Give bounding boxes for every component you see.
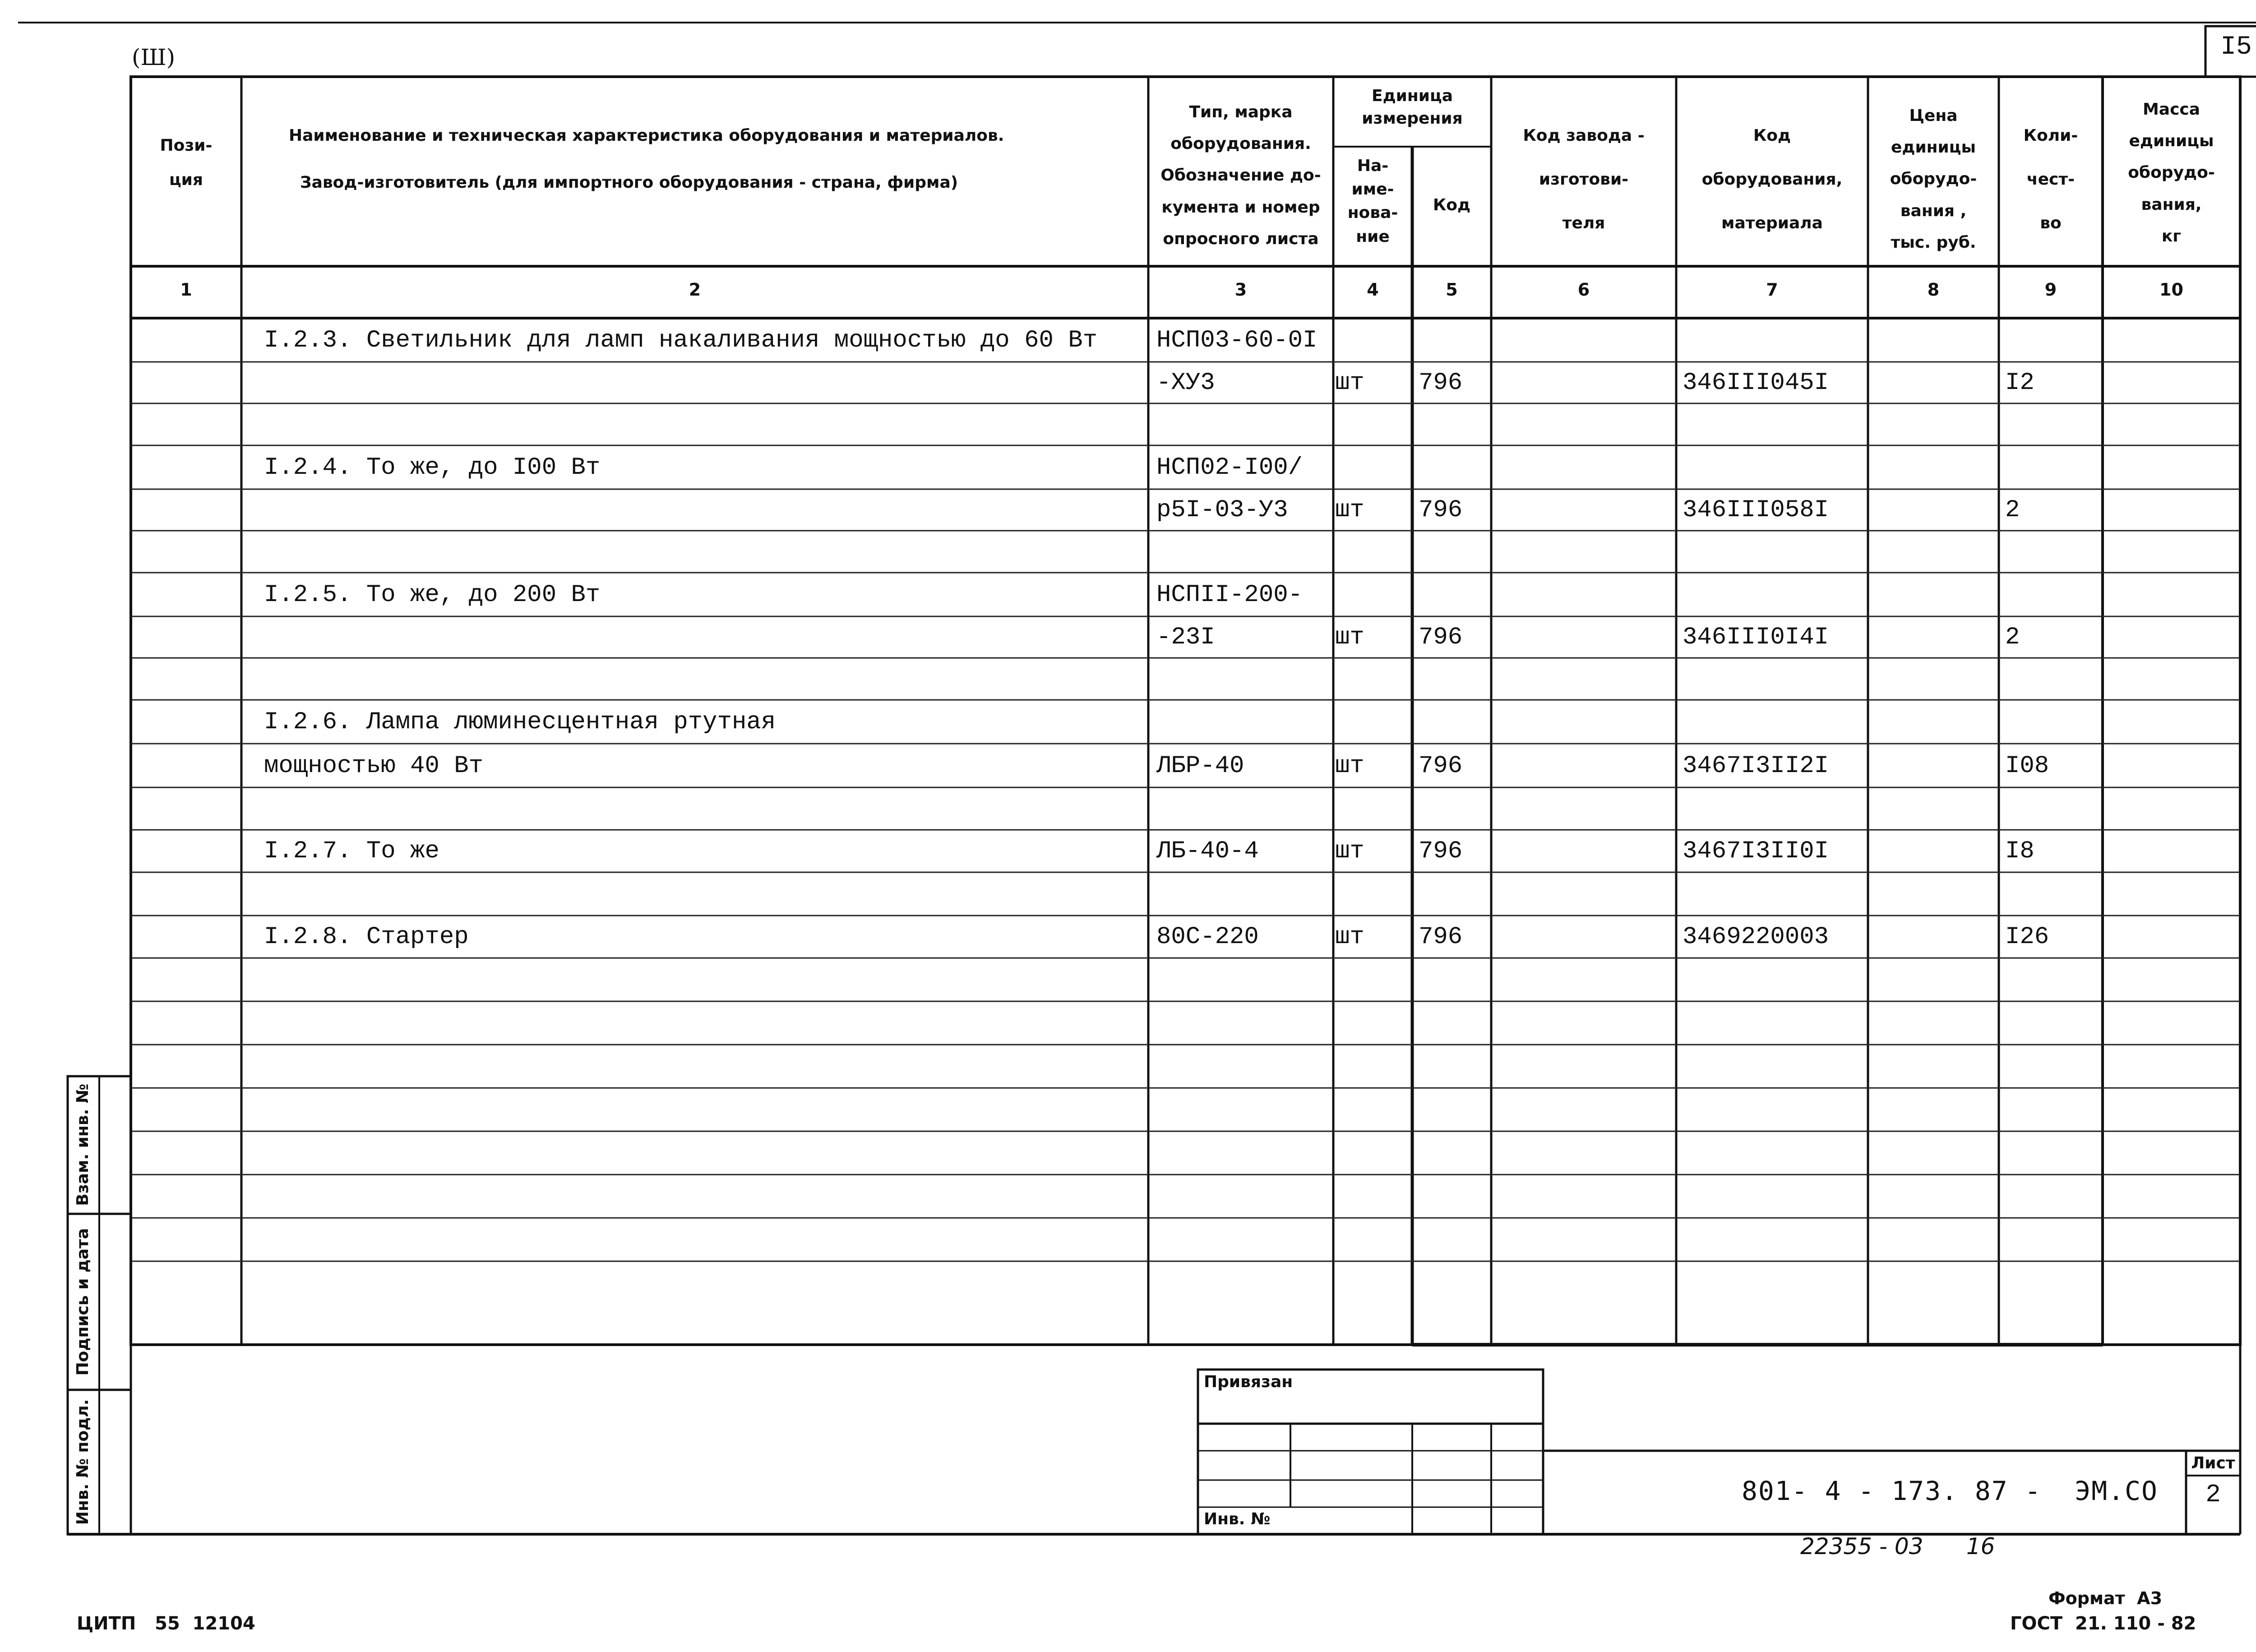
- cell-c2: [264, 876, 1148, 915]
- cell-c7: 3467I3II0I: [1683, 838, 1829, 865]
- cell-c5: [1419, 1178, 1491, 1217]
- cell-c5: [1419, 662, 1491, 699]
- cell-c5: [1419, 1222, 1491, 1260]
- cell-c2: [264, 407, 1148, 444]
- cell-c4: [1335, 1135, 1412, 1174]
- cell-c9: [2005, 662, 2103, 699]
- cell-c5: [1419, 407, 1491, 444]
- header-name-line1: Наименование и техническая характеристика оборудования и материалов.: [289, 126, 1004, 145]
- cell-c5: 796: [1419, 624, 1463, 651]
- cell-c9: [2005, 322, 2103, 361]
- cell-c2: мощностью 40 Вт: [264, 752, 484, 780]
- cell-c3: [1156, 407, 1333, 444]
- cell-c3: НСПII-200-: [1156, 581, 1303, 609]
- cell-c9: [2005, 407, 2103, 444]
- cell-c7: 346III045I: [1683, 369, 1829, 397]
- column-number: 9: [2044, 280, 2057, 300]
- cell-c2: [264, 1222, 1148, 1260]
- cell-c7: [1683, 449, 1868, 488]
- cell-c4: [1335, 407, 1412, 444]
- cell-c3: [1156, 1048, 1333, 1087]
- cell-c2: [264, 366, 1148, 403]
- cell-c3: -23I: [1156, 624, 1215, 651]
- cell-c7: 346III0I4I: [1683, 624, 1829, 651]
- cell-c3: [1156, 703, 1333, 743]
- cell-c2: [264, 791, 1148, 829]
- header-plant-code: Код завода - изготови- теля: [1523, 126, 1645, 233]
- cell-c7: [1683, 1265, 1868, 1304]
- cell-c2: [264, 1005, 1148, 1044]
- cell-c4: [1335, 1178, 1412, 1217]
- cell-c3: [1156, 876, 1333, 915]
- cell-c3: [1156, 1005, 1333, 1044]
- cell-c2: [264, 1265, 1148, 1304]
- cell-c9: [2005, 449, 2103, 488]
- cell-c7: [1683, 534, 1868, 572]
- cell-c3: [1156, 534, 1333, 572]
- cell-c9: [2005, 962, 2103, 1000]
- cell-c2: I.2.4. То же, до I00 Вт: [264, 454, 601, 481]
- cell-c4: [1335, 662, 1412, 699]
- cell-c7: [1683, 1135, 1868, 1174]
- column-number: 8: [1927, 280, 1940, 300]
- cell-c4: [1335, 703, 1412, 743]
- stamp-inv-no: Инв. №: [1204, 1510, 1271, 1528]
- cell-c5: [1419, 962, 1491, 1000]
- cell-c9: I26: [2005, 923, 2049, 951]
- cell-c2: [264, 620, 1148, 657]
- header-quantity: Коли- чест- во: [2023, 126, 2078, 233]
- cell-c4: [1335, 1005, 1412, 1044]
- cell-c9: [2005, 1265, 2103, 1304]
- cell-c4: [1335, 322, 1412, 361]
- cell-c2: [264, 1178, 1148, 1217]
- header-type: Тип, марка оборудования. Обозначение до- кумента и номер опросного листа: [1160, 103, 1321, 248]
- cell-c5: [1419, 449, 1491, 488]
- cell-c3: ЛБ-40-4: [1156, 838, 1259, 865]
- cell-c2: [264, 1092, 1148, 1130]
- cell-c7: [1683, 876, 1868, 915]
- cell-c7: [1683, 322, 1868, 361]
- cell-c9: [2005, 1222, 2103, 1260]
- cell-c4: [1335, 449, 1412, 488]
- cell-c9: [2005, 1005, 2103, 1044]
- cell-c4: [1335, 791, 1412, 829]
- cell-c5: [1419, 791, 1491, 829]
- cell-c9: [2005, 876, 2103, 915]
- cell-c2: I.2.3. Светильник для ламп накаливания мощностью до 60 Вт: [264, 327, 1098, 354]
- cell-c5: [1419, 1048, 1491, 1087]
- cell-c4: шт: [1335, 624, 1364, 651]
- cell-c2: [264, 1135, 1148, 1174]
- cell-c4: шт: [1335, 369, 1364, 397]
- cell-c7: [1683, 1092, 1868, 1130]
- cell-c3: [1156, 791, 1333, 829]
- cell-c5: 796: [1419, 369, 1463, 397]
- cell-c7: [1683, 407, 1868, 444]
- cell-c7: [1683, 662, 1868, 699]
- cell-c2: I.2.7. То же: [264, 838, 439, 865]
- cell-c5: 796: [1419, 838, 1463, 865]
- cell-c9: [2005, 1092, 2103, 1130]
- cell-c3: [1156, 1135, 1333, 1174]
- cell-c7: [1683, 1178, 1868, 1217]
- document-code: 801- 4 - 173. 87 - ЭМ.СО: [1742, 1476, 2158, 1506]
- cell-c4: шт: [1335, 496, 1364, 524]
- header-position: Пози- ция: [160, 136, 213, 189]
- cell-c7: 3469220003: [1683, 923, 1829, 951]
- cell-c2: [264, 962, 1148, 1000]
- cell-c9: [2005, 1178, 2103, 1217]
- cell-c7: [1683, 962, 1868, 1000]
- cell-c9: I2: [2005, 369, 2034, 397]
- header-price: Цена единицы оборудо- вания , тыс. руб.: [1890, 106, 1977, 252]
- stamp-privyazan: Привязан: [1204, 1373, 1293, 1391]
- column-number: 3: [1234, 280, 1247, 300]
- column-number: 7: [1766, 280, 1778, 300]
- cell-c5: [1419, 1265, 1491, 1304]
- handwritten-number: 22355 - 03 16: [1800, 1533, 1995, 1559]
- column-number: 10: [2159, 280, 2183, 300]
- cell-c4: шт: [1335, 752, 1364, 780]
- cell-c5: 796: [1419, 923, 1463, 951]
- sheet-label: Лист: [2191, 1454, 2235, 1472]
- cell-c7: [1683, 1005, 1868, 1044]
- cell-c4: [1335, 962, 1412, 1000]
- header-name-line2: Завод-изготовитель (для импортного оборудования - страна, фирма): [300, 173, 958, 192]
- cell-c7: 346III058I: [1683, 496, 1829, 524]
- cell-c9: I8: [2005, 838, 2034, 865]
- cell-c3: -ХУ3: [1156, 369, 1215, 397]
- side-label-podpis: Подпись и дата: [74, 1228, 92, 1376]
- cell-c7: [1683, 703, 1868, 743]
- side-label-vzam: Взам. инв. №: [74, 1083, 92, 1206]
- column-number: 5: [1446, 280, 1458, 300]
- cell-c2: I.2.5. То же, до 200 Вт: [264, 581, 601, 609]
- cell-c2: I.2.6. Лампа люминесцентная ртутная: [264, 708, 776, 736]
- cell-c3: р5I-03-У3: [1156, 496, 1288, 524]
- cell-c4: [1335, 576, 1412, 615]
- cell-c5: [1419, 1005, 1491, 1044]
- cell-c7: [1683, 1222, 1868, 1260]
- cell-c5: 796: [1419, 496, 1463, 524]
- cell-c3: ЛБР-40: [1156, 752, 1244, 780]
- cell-c3: [1156, 962, 1333, 1000]
- cell-c5: [1419, 1092, 1491, 1130]
- cell-c9: [2005, 576, 2103, 615]
- cell-c3: [1156, 1092, 1333, 1130]
- cell-c9: [2005, 1135, 2103, 1174]
- cell-c4: [1335, 1265, 1412, 1304]
- cell-c4: [1335, 534, 1412, 572]
- cell-c5: [1419, 703, 1491, 743]
- cell-c3: НСП03-60-0I: [1156, 327, 1318, 354]
- cell-c9: I08: [2005, 752, 2049, 780]
- header-mass: Масса единицы оборудо- вания, кг: [2128, 100, 2215, 245]
- cell-c9: [2005, 791, 2103, 829]
- cell-c2: I.2.8. Стартер: [264, 923, 469, 951]
- footer-gost: ГОСТ 21. 110 - 82: [2010, 1613, 2196, 1634]
- header-unit-group: Единица измерения: [1362, 87, 1463, 128]
- sheet-number: 2: [2205, 1480, 2221, 1509]
- header-equipment-code: Код оборудования, материала: [1701, 126, 1843, 233]
- cell-c9: 2: [2005, 496, 2020, 524]
- page-number: I5: [2220, 32, 2252, 62]
- cell-c4: шт: [1335, 838, 1364, 865]
- cell-c7: [1683, 791, 1868, 829]
- cell-c4: [1335, 1222, 1412, 1260]
- cell-c3: [1156, 1178, 1333, 1217]
- cell-c5: [1419, 576, 1491, 615]
- cell-c9: [2005, 703, 2103, 743]
- cell-c3: 80С-220: [1156, 923, 1259, 951]
- side-label-inv-podl: Инв. № подл.: [74, 1399, 92, 1525]
- footer-format: Формат А3: [2048, 1588, 2163, 1608]
- cell-c7: 3467I3II2I: [1683, 752, 1829, 780]
- cell-c4: шт: [1335, 923, 1364, 951]
- cell-c5: [1419, 876, 1491, 915]
- cell-c4: [1335, 1048, 1412, 1087]
- corner-mark: (Ш): [132, 44, 176, 70]
- footer-citp: ЦИТП 55 12104: [77, 1613, 255, 1634]
- cell-c2: [264, 662, 1148, 699]
- cell-c4: [1335, 876, 1412, 915]
- cell-c7: [1683, 1048, 1868, 1087]
- column-number: 1: [180, 280, 192, 300]
- column-number: 2: [689, 280, 701, 300]
- cell-c2: [264, 1048, 1148, 1087]
- cell-c3: [1156, 662, 1333, 699]
- cell-c3: [1156, 1222, 1333, 1260]
- cell-c5: [1419, 322, 1491, 361]
- cell-c5: [1419, 534, 1491, 572]
- cell-c5: 796: [1419, 752, 1463, 780]
- column-number: 6: [1577, 280, 1590, 300]
- column-number: 4: [1367, 280, 1379, 300]
- cell-c4: [1335, 1092, 1412, 1130]
- cell-c9: [2005, 534, 2103, 572]
- header-unit-code: Код: [1433, 196, 1471, 214]
- cell-c9: [2005, 1048, 2103, 1087]
- cell-c9: 2: [2005, 624, 2020, 651]
- cell-c7: [1683, 576, 1868, 615]
- cell-c3: НСП02-I00/: [1156, 454, 1303, 481]
- cell-c5: [1419, 1135, 1491, 1174]
- cell-c3: [1156, 1265, 1333, 1304]
- cell-c2: [264, 493, 1148, 530]
- cell-c2: [264, 534, 1148, 572]
- header-unit-name: На- име- нова- ние: [1347, 157, 1398, 246]
